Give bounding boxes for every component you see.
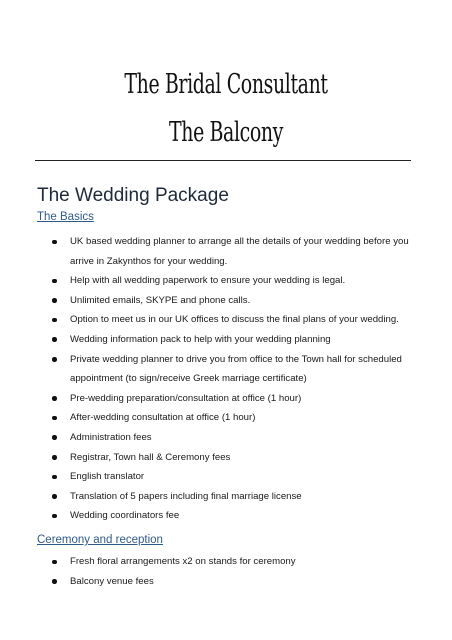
document-title-line-2: The Balcony [169,117,283,148]
subheading-basics: The Basics [37,211,94,223]
bullet-icon [52,455,57,460]
list-item: Translation of 5 papers including final marriage license [0,487,452,507]
list-item: Registrar, Town hall & Ceremony fees [0,448,452,468]
bullet-icon [52,298,57,303]
list-item: Pre-wedding preparation/consultation at office (1 hour) [0,389,452,409]
list-item: English translator [0,467,452,487]
bullet-icon [52,560,57,565]
document-title-line-1: The Bridal Consultant [124,69,328,100]
list-item: Balcony venue fees [0,572,452,592]
bullet-icon [52,579,57,584]
list-item: Unlimited emails, SKYPE and phone calls. [0,291,452,311]
list-item: After-wedding consultation at office (1 hour) [0,408,452,428]
bullet-icon [52,514,57,519]
list-item: UK based wedding planner to arrange all the details of your wedding before you arrive in Zakynthos for your wedding. [0,232,452,271]
list-item: Option to meet us in our UK offices to discuss the final plans of your wedding. [0,310,452,330]
list-item: Help with all wedding paperwork to ensure your wedding is legal. [0,271,452,291]
bullet-icon [52,357,57,362]
list-item: Wedding information pack to help with your wedding planning [0,330,452,350]
bullet-icon [52,475,57,480]
bullet-icon [52,240,57,245]
bullet-icon [52,279,57,284]
list-item: Private wedding planner to drive you from office to the Town hall for scheduled appointment (to sign/receive Greek marriage certificate) [0,350,452,389]
title-divider [35,160,411,161]
bullet-icon [52,337,57,342]
bullet-icon [52,318,57,323]
section-heading: The Wedding Package [37,185,229,206]
bullet-icon [52,416,57,421]
list-item: Fresh floral arrangements x2 on stands for ceremony [0,552,452,572]
basics-list [0,232,452,526]
bullet-icon [52,494,57,499]
list-item: Wedding coordinators fee [0,506,452,526]
bullet-icon [52,435,57,440]
ceremony-list [0,552,452,591]
list-item: Administration fees [0,428,452,448]
subheading-ceremony-and-reception: Ceremony and reception [37,534,163,546]
bullet-icon [52,396,57,401]
